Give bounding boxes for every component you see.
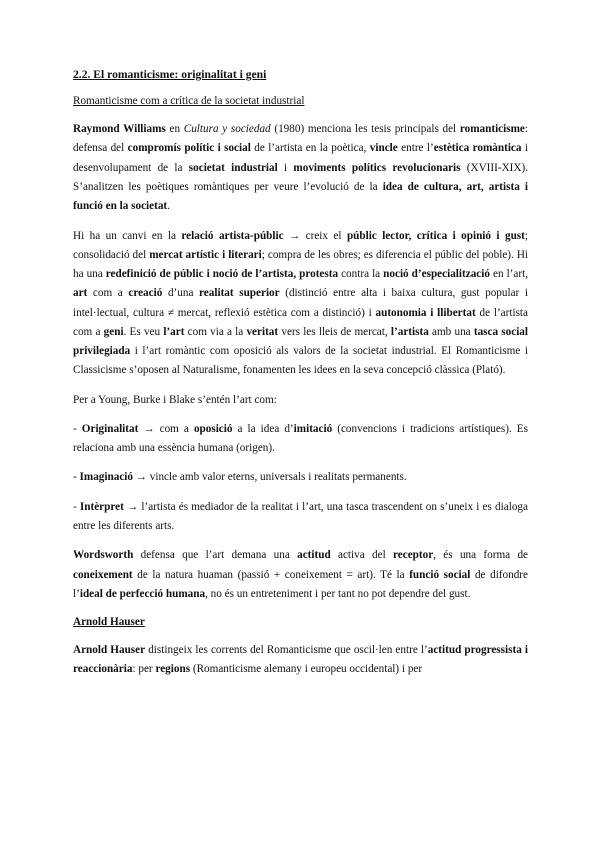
text-span: (Romanticisme alemany i europeu occidental) i per: [190, 663, 423, 676]
text-span: ; consolidació del: [73, 229, 528, 261]
text-span: vincle: [369, 142, 398, 155]
text-span: .: [167, 200, 170, 213]
text-span: creació: [128, 287, 163, 300]
text-span: -: [73, 500, 80, 513]
text-span: (XVIII-XIX). S’analitzen les poètiques romàntiques per veure l’evolució de la: [73, 161, 528, 193]
text-span: realitat superior: [199, 287, 280, 300]
list-item-imaginacio: [73, 468, 528, 487]
text-span: idea de cultura, art, artista i funció en la societat: [73, 180, 528, 213]
text-span: funció social: [409, 568, 471, 581]
list-item-interpret: [73, 498, 528, 537]
text-span: en l’art,: [489, 268, 528, 281]
section-subtitle: Romanticisme com a crítica de la societat industrial: [73, 95, 305, 108]
text-span: com via a la: [184, 325, 247, 338]
text-span: -: [73, 422, 82, 435]
text-span: contra la: [338, 268, 384, 281]
text-span: → vincle amb valor eterns, universals i realitats permanents.: [132, 471, 407, 484]
text-span: activa del: [330, 549, 394, 562]
paragraph-wordsworth: [73, 546, 528, 604]
paragraph-hauser: [73, 641, 528, 680]
text-span: , no és un entreteniment i per tant no pot dependre del gust.: [205, 587, 471, 600]
text-span: moviments polítics revolucionaris: [293, 161, 461, 174]
text-span: redefinició de públic i noció de l’artista, protesta: [105, 268, 339, 281]
text-span: : defensa del: [73, 123, 529, 155]
section-title: 2.2. El romanticisme: originalitat i geni: [73, 68, 267, 81]
text-span: → creix el: [283, 229, 347, 242]
text-span: de l’artista com a: [73, 306, 528, 338]
text-span: imitació: [293, 422, 333, 435]
text-span: en: [165, 123, 184, 136]
text-span: l’art: [163, 325, 185, 338]
text-span: -: [73, 471, 80, 484]
heading-arnold-hauser: Arnold Hauser: [73, 616, 145, 629]
text-span: regions: [155, 663, 191, 676]
text-span: l’artista: [390, 325, 429, 338]
text-span: ideal de perfecció humana: [79, 587, 206, 600]
text-span: vers les lleis de mercat,: [278, 325, 391, 338]
text-span: de difondre l’: [73, 568, 528, 600]
text-span: autonomia i llibertat: [375, 306, 476, 319]
text-span: veritat: [246, 325, 279, 338]
text-span: defensa que l’art demana una: [133, 549, 298, 562]
paragraph-relacio-artista: [73, 227, 528, 381]
text-span: coneixement: [73, 568, 133, 581]
text-span: Intèrpret: [79, 500, 124, 513]
text-span: receptor: [393, 549, 434, 562]
text-span: mercat artístic i literari: [149, 248, 262, 261]
text-span: art: [73, 287, 88, 300]
text-span: estètica romàntica: [433, 142, 522, 155]
text-span: , és una forma de: [433, 549, 529, 562]
text-span: oposició: [193, 422, 233, 435]
text-span: (1980) menciona les tesis principals del: [270, 123, 460, 136]
text-span: de l’artista en la poètica,: [250, 142, 370, 155]
text-span: → com a: [138, 422, 194, 435]
text-span: Per a Young, Burke i Blake s’entén l’art com:: [73, 393, 277, 406]
text-span: Hi ha un canvi en la: [73, 229, 182, 242]
text-span: i desenvolupament de la: [73, 142, 529, 174]
text-span: relació artista-públic: [181, 229, 284, 242]
text-span: amb una: [428, 325, 474, 338]
text-span: societat industrial: [188, 161, 278, 174]
text-span: : per: [132, 663, 156, 676]
paragraph-williams: [73, 120, 528, 216]
text-span: Originalitat: [81, 422, 139, 435]
text-span: Cultura y sociedad: [183, 123, 271, 136]
list-item-originalitat: [73, 420, 528, 459]
text-span: tasca social privilegiada: [73, 325, 529, 358]
text-span: → l’artista és mediador de la realitat i l’art, una tasca trascendent on s’uneix i es dialoga entre les diferents arts.: [73, 500, 528, 532]
text-span: compromís polític i social: [127, 142, 251, 155]
text-span: noció d’especialització: [383, 268, 490, 281]
text-span: (convencions i tradicions artístiques). Es relaciona amb una essència humana (origen).: [73, 422, 528, 455]
text-span: actitud: [297, 549, 331, 562]
text-span: entre l’: [397, 142, 434, 155]
text-span: Arnold Hauser: [73, 643, 146, 656]
text-span: actitud progressista i reaccionària: [73, 643, 528, 676]
text-span: públic lector, crítica i opinió i gust: [346, 229, 525, 242]
text-span: . Es veu: [123, 325, 164, 338]
text-span: (distinció entre alta i baixa cultura, gust popular i intel·lectual, cultura ≠ mercat, reflexió estètica com a distinció) i: [73, 287, 528, 319]
text-span: ; compra de les obres; es diferencia el públic del poble). Hi ha una: [73, 248, 529, 281]
paragraph-young-burke-blake: [73, 391, 528, 410]
text-span: geni: [103, 325, 124, 338]
text-span: Wordsworth: [73, 549, 134, 562]
text-span: com a: [87, 287, 129, 300]
text-span: d’una: [162, 287, 200, 300]
text-span: Imaginació: [79, 471, 133, 484]
text-span: de la natura huaman (passió + coneixement = art). Té la: [132, 568, 410, 581]
text-span: a la idea d’: [232, 422, 294, 435]
text-span: distingeix les corrents del Romanticisme que oscil·len entre l’: [145, 643, 428, 656]
text-span: Raymond Williams: [73, 123, 166, 136]
text-span: i l’art romàntic com oposició als valors de la societat industrial. El Romanticisme i Classicisme s’oposen al Naturalisme, fonamenten les idees en la seva concepció clàssica (Plató).: [73, 345, 528, 377]
text-span: i: [277, 161, 294, 174]
text-span: romanticisme: [459, 123, 525, 136]
